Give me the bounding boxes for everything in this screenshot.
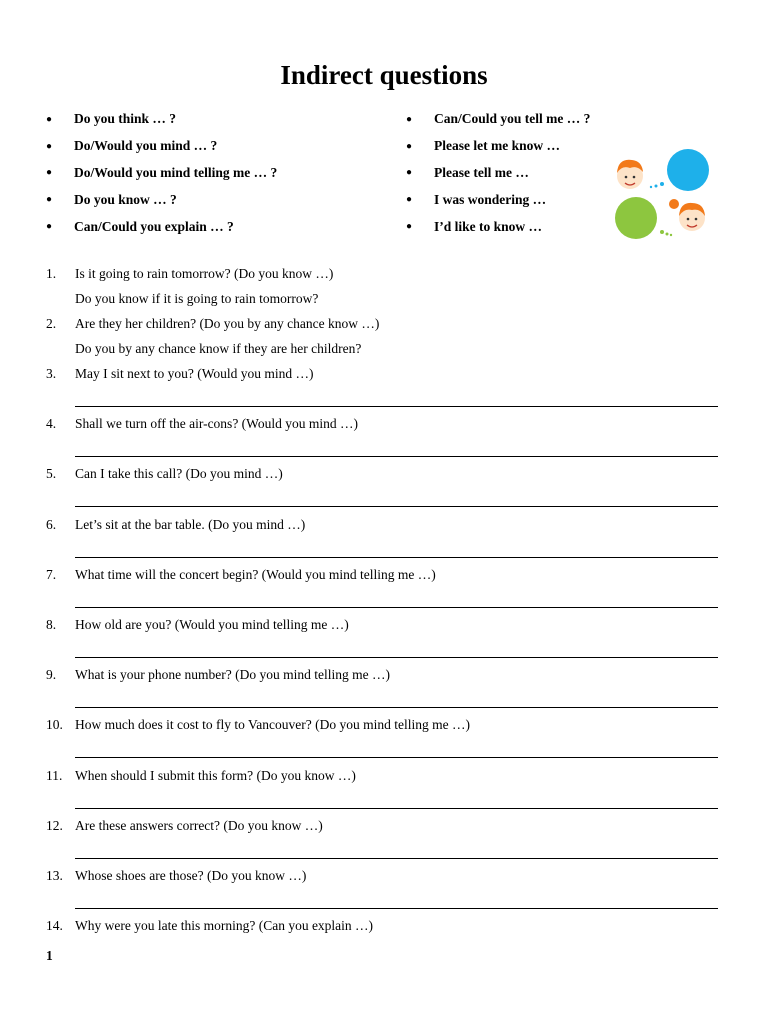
page-title: Indirect questions xyxy=(280,60,488,90)
question-item xyxy=(46,764,718,789)
question-item xyxy=(46,713,718,738)
phrase-label: Do you know … ? xyxy=(74,191,177,207)
question-number: 12. xyxy=(46,817,63,833)
answer-line[interactable] xyxy=(46,437,718,462)
girl-face-icon xyxy=(669,199,705,231)
answer-example xyxy=(46,337,718,362)
bullet-icon: ● xyxy=(406,167,413,179)
bullet-icon: ● xyxy=(46,140,53,152)
question-item xyxy=(46,563,718,588)
question-text: Can I take this call? (Do you mind …) xyxy=(75,466,283,482)
question-text: How old are you? (Would you mind telling me …) xyxy=(75,616,349,632)
question-item xyxy=(46,462,718,487)
question-text: May I sit next to you? (Would you mind …) xyxy=(75,366,314,381)
question-item xyxy=(46,613,718,638)
page-number: 1 xyxy=(46,948,53,963)
phrase-item xyxy=(46,213,277,240)
phrase-label: Please let me know … xyxy=(434,138,560,154)
phrase-item xyxy=(406,213,590,240)
bullet-icon: ● xyxy=(46,221,53,233)
phrase-label: Do you think … ? xyxy=(74,111,177,127)
question-number: 9. xyxy=(46,667,57,683)
question-text: What is your phone number? (Do you mind telling me …) xyxy=(75,667,390,683)
phrase-item xyxy=(46,106,277,133)
phrase-label: I was wondering … xyxy=(434,191,547,207)
question-text: Let’s sit at the bar table. (Do you mind …) xyxy=(75,516,306,532)
phrase-label: Please tell me … xyxy=(434,164,529,180)
question-number: 7. xyxy=(46,566,57,582)
question-list xyxy=(46,262,718,939)
blue-speech-bubble-icon xyxy=(650,149,709,191)
question-item xyxy=(46,412,718,437)
bullet-icon: ● xyxy=(406,113,413,125)
speech-bubbles-illustration xyxy=(612,146,712,242)
question-item xyxy=(46,814,718,839)
answer-text: Do you know if it is going to rain tomorrow? xyxy=(75,291,319,306)
question-text: When should I submit this form? (Do you know …) xyxy=(75,767,356,783)
phrase-list-left xyxy=(46,106,277,240)
bullet-icon: ● xyxy=(46,167,53,179)
question-number: 1. xyxy=(46,266,57,281)
answer-line[interactable] xyxy=(46,688,718,713)
answer-example xyxy=(46,287,718,312)
question-number: 4. xyxy=(46,416,57,432)
answer-line[interactable] xyxy=(46,889,718,914)
question-text: Why were you late this morning? (Can you explain …) xyxy=(75,918,374,934)
question-item xyxy=(46,262,718,287)
answer-line[interactable] xyxy=(46,789,718,814)
question-item xyxy=(46,513,718,538)
phrase-item xyxy=(46,160,277,187)
question-item xyxy=(46,663,718,688)
bullet-icon: ● xyxy=(406,140,413,152)
question-text: Shall we turn off the air-cons? (Would you mind …) xyxy=(75,416,358,432)
answer-line[interactable] xyxy=(46,487,718,512)
answer-line[interactable] xyxy=(46,387,718,412)
question-number: 13. xyxy=(46,867,63,883)
bullet-icon: ● xyxy=(406,194,413,206)
bullet-icon: ● xyxy=(406,221,413,233)
boy-face-icon xyxy=(617,160,643,189)
phrase-label: Do/Would you mind telling me … ? xyxy=(74,164,278,180)
phrase-list-right xyxy=(406,106,590,240)
question-number: 2. xyxy=(46,316,57,331)
question-text: Is it going to rain tomorrow? (Do you know …) xyxy=(75,266,334,281)
green-speech-bubble-icon xyxy=(615,197,672,239)
phrase-item xyxy=(406,160,590,187)
phrase-label: I’d like to know … xyxy=(434,218,543,234)
phrase-label: Can/Could you tell me … ? xyxy=(434,111,591,127)
question-number: 6. xyxy=(46,516,57,532)
question-number: 3. xyxy=(46,366,57,381)
question-number: 14. xyxy=(46,918,63,934)
answer-line[interactable] xyxy=(46,638,718,663)
question-item xyxy=(46,362,718,387)
question-item xyxy=(46,312,718,337)
bullet-icon: ● xyxy=(46,113,53,125)
phrase-label: Do/Would you mind … ? xyxy=(74,138,218,154)
question-text: Whose shoes are those? (Do you know …) xyxy=(75,867,307,883)
question-text: Are these answers correct? (Do you know …) xyxy=(75,817,323,833)
answer-line[interactable] xyxy=(46,538,718,563)
question-text: How much does it cost to fly to Vancouver? (Do you mind telling me …) xyxy=(75,717,470,733)
question-number: 10. xyxy=(46,717,63,733)
answer-line[interactable] xyxy=(46,839,718,864)
phrase-label: Can/Could you explain … ? xyxy=(74,218,234,234)
phrase-item xyxy=(46,186,277,213)
answer-text: Do you by any chance know if they are her children? xyxy=(75,341,362,356)
answer-line[interactable] xyxy=(46,588,718,613)
question-number: 5. xyxy=(46,466,57,482)
question-text: What time will the concert begin? (Would you mind telling me …) xyxy=(75,566,436,582)
question-item xyxy=(46,864,718,889)
question-number: 11. xyxy=(46,767,63,783)
question-item xyxy=(46,914,718,939)
answer-line[interactable] xyxy=(46,738,718,763)
question-number: 8. xyxy=(46,616,57,632)
question-text: Are they her children? (Do you by any chance know …) xyxy=(75,316,380,331)
phrase-item xyxy=(406,133,590,160)
phrase-item xyxy=(406,186,590,213)
phrase-item xyxy=(406,106,590,133)
phrase-item xyxy=(46,133,277,160)
bullet-icon: ● xyxy=(46,194,53,206)
